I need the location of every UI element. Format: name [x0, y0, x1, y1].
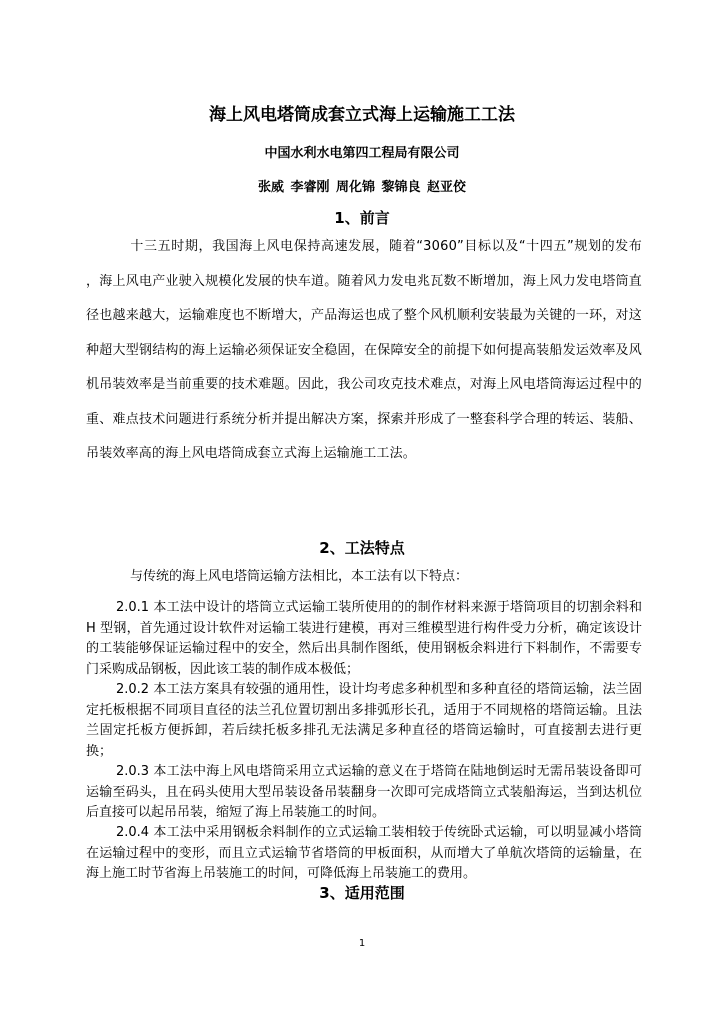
preface-text: 十三五时期，我国海上风电保持高速发展，随着“3060”目标以及“十四五”规划的发布 ，海上风电产业驶入规模化发展的快车道。随着风力发电兆瓦数不断增加，海上风力发电塔筒直径也越来越大，运输难度也不断增大，产品海运也成了整个风机顺利安装最为关键的一环，对这种超大型钢结构的海上运输必须保证安全稳固，在保障安全的前提下如何提高装船发运效率及风机吊装效率是当前重要的技术难题。因此，我公司攻克技术难点，对海上风电塔筒海运过程中的重、难点技术问题进行系统分析并提出解决方案，探索并形成了一整套科学合理的转运、装船、吊装效率高的海上风电塔筒成套立式海上运输施工工法。	[86, 239, 642, 461]
preface-paragraph	[86, 230, 642, 472]
page-number: 1	[358, 938, 366, 949]
feature-item-text: 2.0.4 本工法中采用钢板余料制作的立式运输工装相较于传统卧式运输，可以明显减小塔筒在运输过程中的变形，而且立式运输节省塔筒的甲板面积，从而增大了单航次塔筒的运输量，在海上施工时节省海上吊装施工的时间，可降低海上吊装施工的费用。	[86, 825, 642, 881]
features-lead	[86, 567, 642, 587]
feature-item-text: 2.0.3 本工法中海上风电塔筒采用立式运输的意义在于塔筒在陆地倒运时无需吊装设备即可运输至码头，且在码头使用大型吊装设备吊装翻身一次即可完成塔筒立式装船海运，当到达机位后直接可以起吊吊装，缩短了海上吊装施工的时间。	[86, 764, 642, 820]
feature-item-text: 2.0.2 本工法方案具有较强的通用性，设计均考虑多种机型和多种直径的塔筒运输，法兰固定托板根据不同项目直径的法兰孔位置切割出多排弧形长孔，适用于不同规格的塔筒运输。且法兰固定托板方便拆卸，若后续托板多排孔无法满足多种直径的塔筒运输时，可直接割去进行更换；	[86, 682, 642, 759]
document-title: 海上风电塔筒成套立式海上运输施工工法	[209, 105, 515, 125]
features-lead-text: 与传统的海上风电塔筒运输方法相比，本工法有以下特点：	[130, 569, 469, 584]
organization-name: 中国水利水电第四工程局有限公司	[264, 146, 460, 161]
feature-item-text: 2.0.1 本工法中设计的塔筒立式运输工装所使用的的制作材料来源于塔筒项目的切割余料和 H 型钢，首先通过设计软件对运输工装进行建模，再对三维模型进行构件受力分析，确定该设计的工装能够保证运输过程中的安全，然后出具制作图纸，使用钢板余料进行下料制作，不需要专门采购成品钢板，因此该工装的制作成本极低；	[86, 600, 642, 677]
section-heading-preface: 1、前言	[334, 209, 390, 227]
author-list: 张威 李睿刚 周化锦 黎锦良 赵亚佼	[257, 180, 467, 195]
section-heading-features: 2、工法特点	[319, 539, 405, 557]
section-heading-scope: 3、适用范围	[319, 884, 405, 902]
feature-item	[86, 598, 642, 680]
feature-item	[86, 680, 642, 762]
feature-item	[86, 823, 642, 885]
feature-item	[86, 762, 642, 824]
